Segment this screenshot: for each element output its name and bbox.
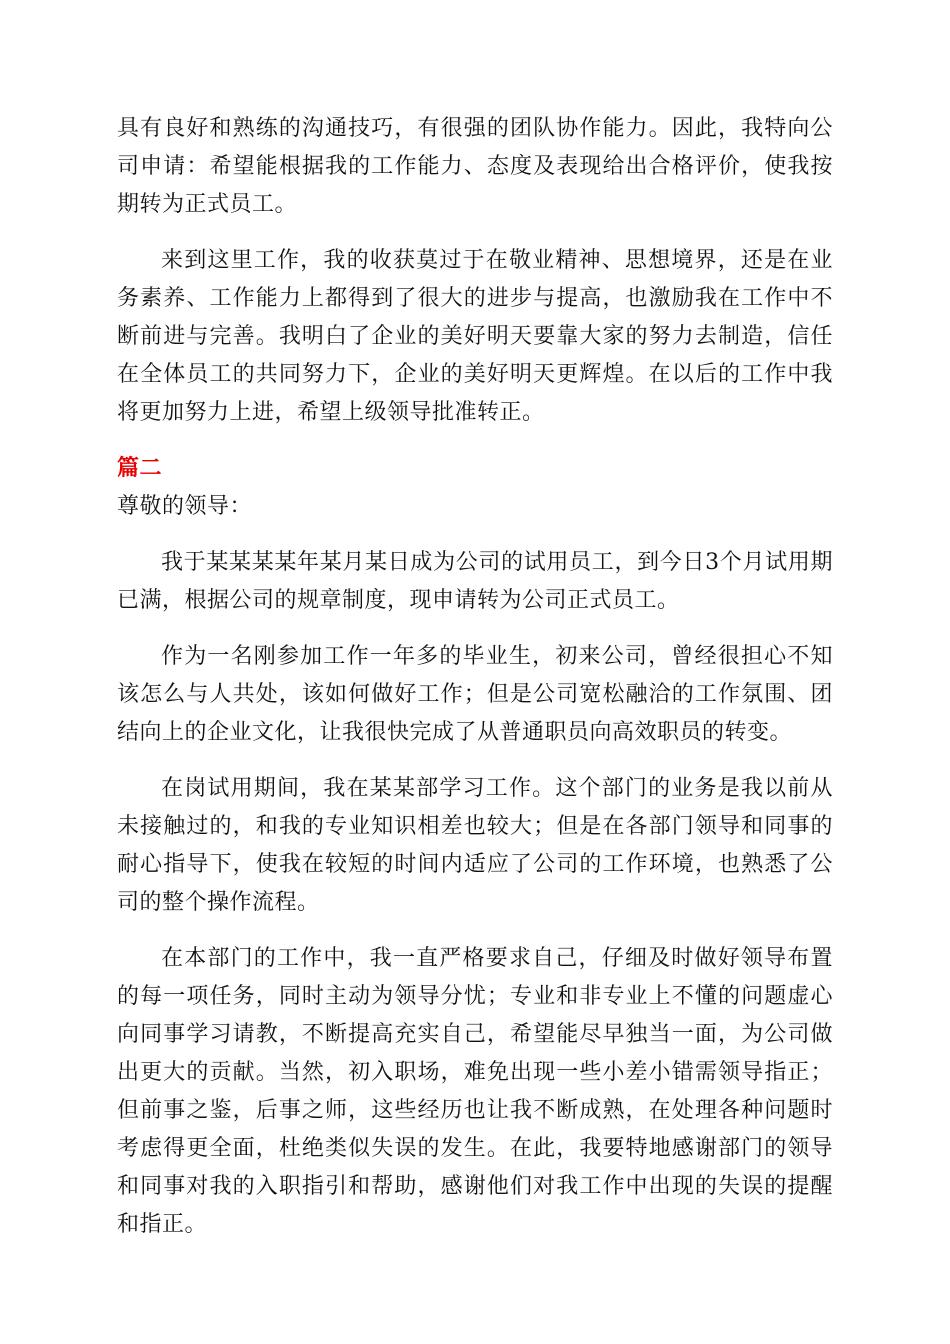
paragraph-continuation: 具有良好和熟练的沟通技巧，有很强的团队协作能力。因此，我特向公司申请：希望能根据我的工作能力、态度及表现给出合格评价，使我按期转为正式员工。 [117,116,833,217]
paragraph-intro: 我于某某某某年某月某日成为公司的试用员工，到今日3个月试用期已满，根据公司的规章制度，现申请转为公司正式员工。 [117,550,833,613]
section-heading: 篇二 [117,456,163,481]
paragraph-department-work: 在本部门的工作中，我一直严格要求自己，仔细及时做好领导布置的每一项任务，同时主动为领导分忧；专业和非专业上不懂的问题虚心向同事学习请教，不断提高充实自己，希望能尽早独当一面，为公司做出更大的贡献。当然，初入职场，难免出现一些小差小错需领导指正；但前事之鉴，后事之师，这些经历也让我不断成熟，在处理各种问题时考虑得更全面，杜绝类似失误的发生。在此，我要特地感谢部门的领导和同事对我的入职指引和帮助，感谢他们对我工作中出现的失误的提醒和指正。 [117,946,833,1237]
document-body [117,110,833,1244]
paragraph-trial-period: 在岗试用期间，我在某某部学习工作。这个部门的业务是我以前从未接触过的，和我的专业知识相差也较大；但是在各部门领导和同事的耐心指导下，使我在较短的时间内适应了公司的工作环境，也熟悉了公司的整个操作流程。 [117,776,833,915]
paragraph-graduate: 作为一名刚参加工作一年多的毕业生，初来公司，曾经很担心不知该怎么与人共处，该如何做好工作；但是公司宽松融洽的工作氛围、团结向上的企业文化，让我很快完成了从普通职员向高效职员的转变。 [117,644,833,745]
paragraph-gains: 来到这里工作，我的收获莫过于在敬业精神、思想境界，还是在业务素养、工作能力上都得到了很大的进步与提高，也激励我在工作中不断前进与完善。我明白了企业的美好明天要靠大家的努力去制造，信任在全体员工的共同努力下，企业的美好明天更辉煌。在以后的工作中我将更加努力上进，希望上级领导批准转正。 [117,248,833,425]
greeting-line: 尊敬的领导： [117,494,253,519]
